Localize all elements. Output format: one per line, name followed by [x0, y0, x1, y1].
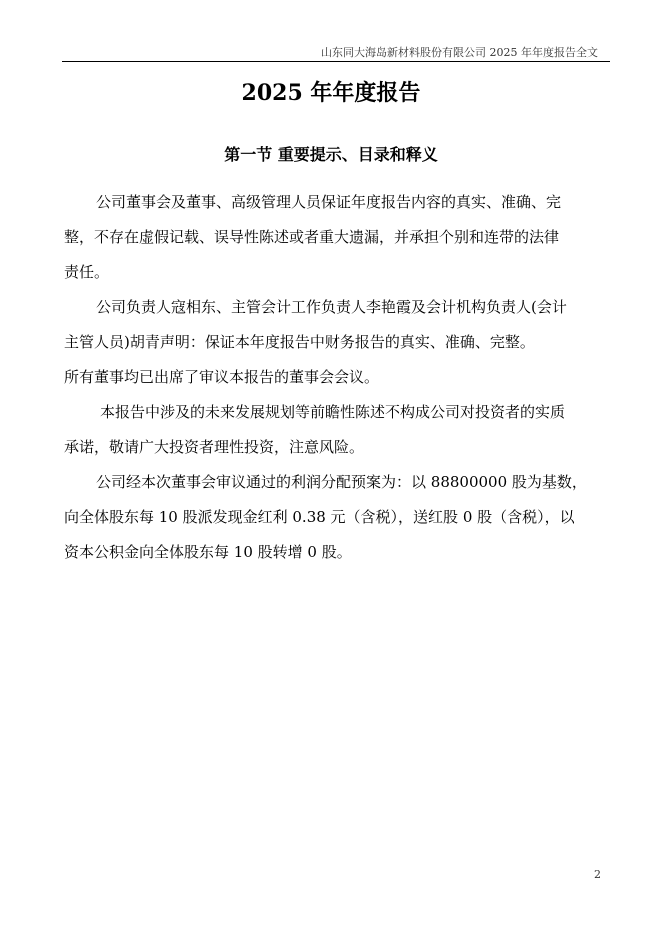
body-line: 所有董事均已出席了审议本报告的董事会会议。	[64, 368, 380, 386]
body-line: 整，不存在虚假记载、误导性陈述或者重大遗漏，并承担个别和连带的法律	[64, 228, 560, 246]
body-line: 责任。	[64, 263, 110, 281]
body-line: 公司经本次董事会审议通过的利润分配预案为：以 88800000 股为基数，	[96, 473, 587, 491]
body-line: 本报告中涉及的未来发展规划等前瞻性陈述不构成公司对投资者的实质	[100, 403, 566, 421]
body-line: 公司负责人寇相东、主管会计工作负责人李艳霞及会计机构负责人(会计	[96, 298, 567, 316]
page-number: 2	[594, 868, 601, 881]
section-title: 第一节 重要提示、目录和释义	[224, 145, 438, 164]
document-title: 2025 年年度报告	[241, 80, 421, 106]
header-divider	[62, 61, 610, 62]
body-line: 向全体股东每 10 股派发现金红利 0.38 元（含税），送红股 0 股（含税），以	[64, 508, 575, 526]
body-line: 资本公积金向全体股东每 10 股转增 0 股。	[64, 543, 352, 561]
running-header: 山东同大海岛新材料股份有限公司 2025 年年度报告全文	[321, 46, 598, 59]
body-line: 主管人员)胡青声明：保证本年度报告中财务报告的真实、准确、完整。	[64, 333, 535, 351]
body-line: 承诺，敬请广大投资者理性投资，注意风险。	[64, 438, 365, 456]
body-line: 公司董事会及董事、高级管理人员保证年度报告内容的真实、准确、完	[96, 193, 562, 211]
